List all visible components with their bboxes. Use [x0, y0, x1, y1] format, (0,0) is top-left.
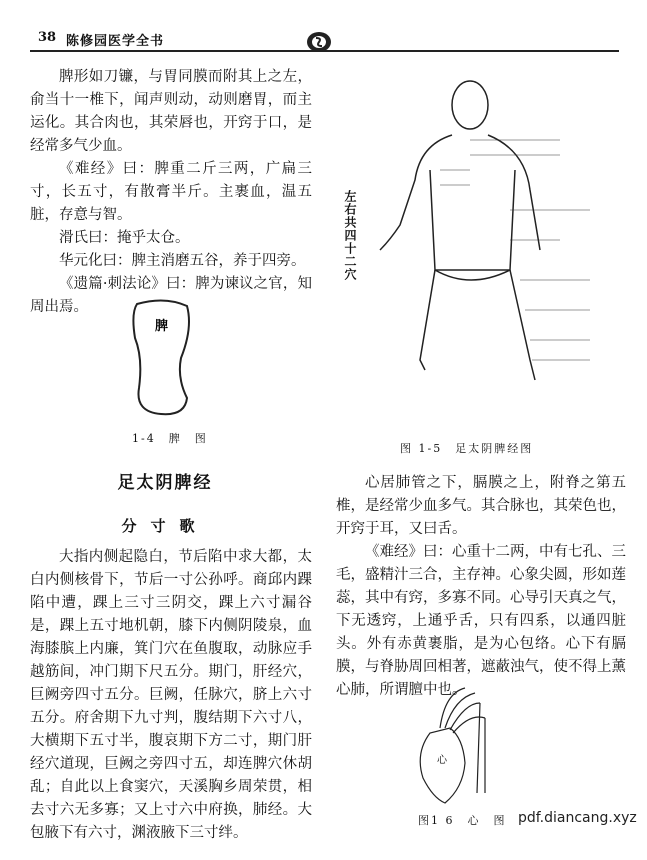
figure-label: 脾 [155, 319, 169, 334]
heart-figure [405, 683, 495, 808]
spleen-description [30, 66, 312, 319]
paragraph: 华元化曰：脾主消磨五谷，养于四旁。 [59, 253, 306, 269]
section-title: 足太阴脾经 [117, 473, 213, 493]
header-rule [30, 50, 619, 52]
figure-side-label: 左右共四十二穴 [343, 190, 357, 281]
paragraph: 脾形如刀镰，与胃同膜而附其上之左，俞当十一椎下，闻声则动，动则磨胃，而主运化。其合肉也，其荣唇也，开窍于口，是经常多气少血。 [30, 69, 312, 154]
watermark: pdf.diancang.xyz [518, 810, 637, 826]
paragraph: 心居肺管之下，膈膜之上，附脊之第五椎，是经常少血多气。其合脉也，其荣色也，开窍于耳，又曰舌。 [336, 475, 626, 537]
paragraph: 滑氏曰：掩乎太仓。 [59, 230, 190, 246]
spleen-meridian-figure [360, 60, 610, 435]
paragraph: 《遗篇·刺法论》曰：脾为谏议之官，知周出焉。 [30, 276, 312, 315]
figure-caption: 图 1-5 足太阴脾经图 [400, 442, 534, 455]
figure-label: 心 [437, 755, 447, 766]
acupoint-verse [30, 546, 312, 845]
figure-caption: 1-4 脾 图 [132, 432, 208, 445]
paragraph: 《难经》曰：脾重二斤三两，广扁三寸，长五寸，有散膏半斤。主裹血，温五脏，存意与智。 [30, 161, 312, 223]
paragraph: 《难经》曰：心重十二两，中有七孔、三毛，盛精汁三合，主存神。心象尖圆，形如莲蕊，其中有窍，多寡不同。心导引天真之气，下无透窍，上通乎舌，只有四系，以通四脏头。外有赤黄裹脂，是为心包络。心下有膈膜，与脊胁周回相著，遮蔽浊气，使不得上薰心肺，所谓膻中也。 [336, 544, 626, 698]
heart-description [336, 472, 626, 702]
running-title: 陈修园医学全书 [66, 34, 165, 49]
spleen-figure [125, 298, 205, 420]
paragraph: 大指内侧起隐白，节后陷中求大都，太白内侧核骨下，节后一寸公孙呼。商邱内踝陷中遭，踝上三寸三阴交，踝上六寸漏谷是，踝上五寸地机朝，膝下内侧阴陵泉，血海膝膑上内廉，箕门穴在鱼腹取，动脉应手越筋间，冲门期下尺五分。期门，肝经穴，巨阙旁四寸五分。巨阙，任脉穴，脐上六寸五分。府舍期下九寸判，腹结期下六寸八，大横期下五寸半，腹哀期下方二寸，期门肝经穴道现，巨阙之旁四寸五，却连脾穴休胡乱；自此以上食窦穴，天溪胸乡周荣贯，相去寸六无多寡；又上寸六中府换，肺经。大包腋下有六寸，渊液腋下三寸绊。 [30, 549, 312, 841]
figure-caption: 图1 6 心 图 [418, 814, 507, 827]
subsection-title: 分寸歌 [121, 517, 209, 535]
page-number: 38 [38, 30, 57, 45]
